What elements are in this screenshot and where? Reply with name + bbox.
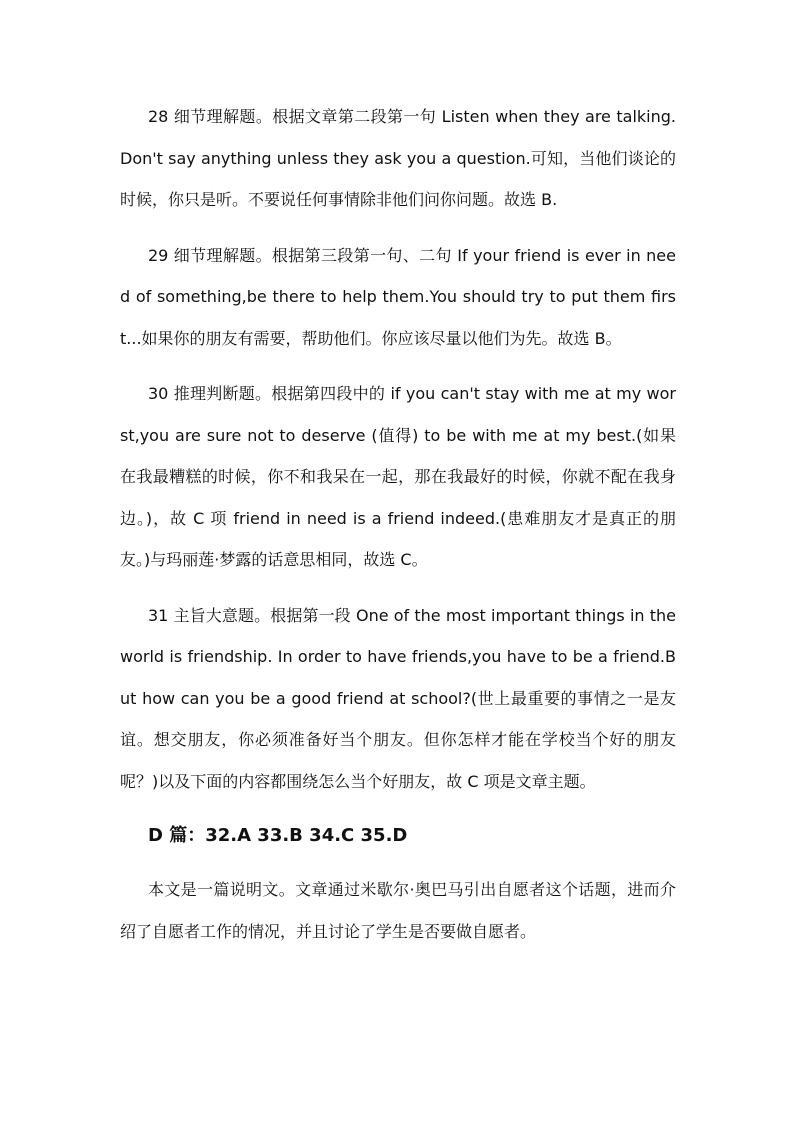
explanation-q30: 30 推理判断题。根据第四段中的 if you can't stay with me at my worst,you are sure not to deserve (值得) to be with me at my best.(如果在我最糟糕的时候，你不和我呆在一起，那在我最好的时候，你就不配在我身边。)，故 C 项 friend in need is a friend indeed.(患难朋友才是真正的朋友。)与玛丽莲·梦露的话意思相同，故选 C。: [120, 384, 676, 569]
section-d-heading: D 篇：32.A 33.B 34.C 35.D: [148, 825, 408, 846]
explanation-q28: 28 细节理解题。根据文章第二段第一句 Listen when they are talking. Don't say anything unless they ask you a question.可知，当他们谈论的时候，你只是听。不要说任何事情除非他们问你问题。故选 B.: [120, 107, 676, 209]
explanation-q29: 29 细节理解题。根据第三段第一句、二句 If your friend is ever in need of something,be there to help them.You should try to put them first...如果你的朋友有需要，帮助他们。你应该尽量以他们为先。故选 B。: [120, 245, 676, 348]
answer-explanation-page: [120, 96, 676, 952]
section-d-intro: 本文是一篇说明文。文章通过米歇尔·奥巴马引出自愿者这个话题，进而介绍了自愿者工作的情况，并且讨论了学生是否要做自愿者。: [120, 880, 676, 941]
explanation-q31: 31 主旨大意题。根据第一段 One of the most important things in the world is friendship. In order to have friends,you have to be a friend.But how can you be a good friend at school?(世上最重要的事情之一是友谊。想交朋友，你必须准备好当个朋友。但你怎样才能在学校当个好的朋友呢？)以及下面的内容都围绕怎么当个好朋友，故 C 项是文章主题。: [120, 605, 676, 791]
